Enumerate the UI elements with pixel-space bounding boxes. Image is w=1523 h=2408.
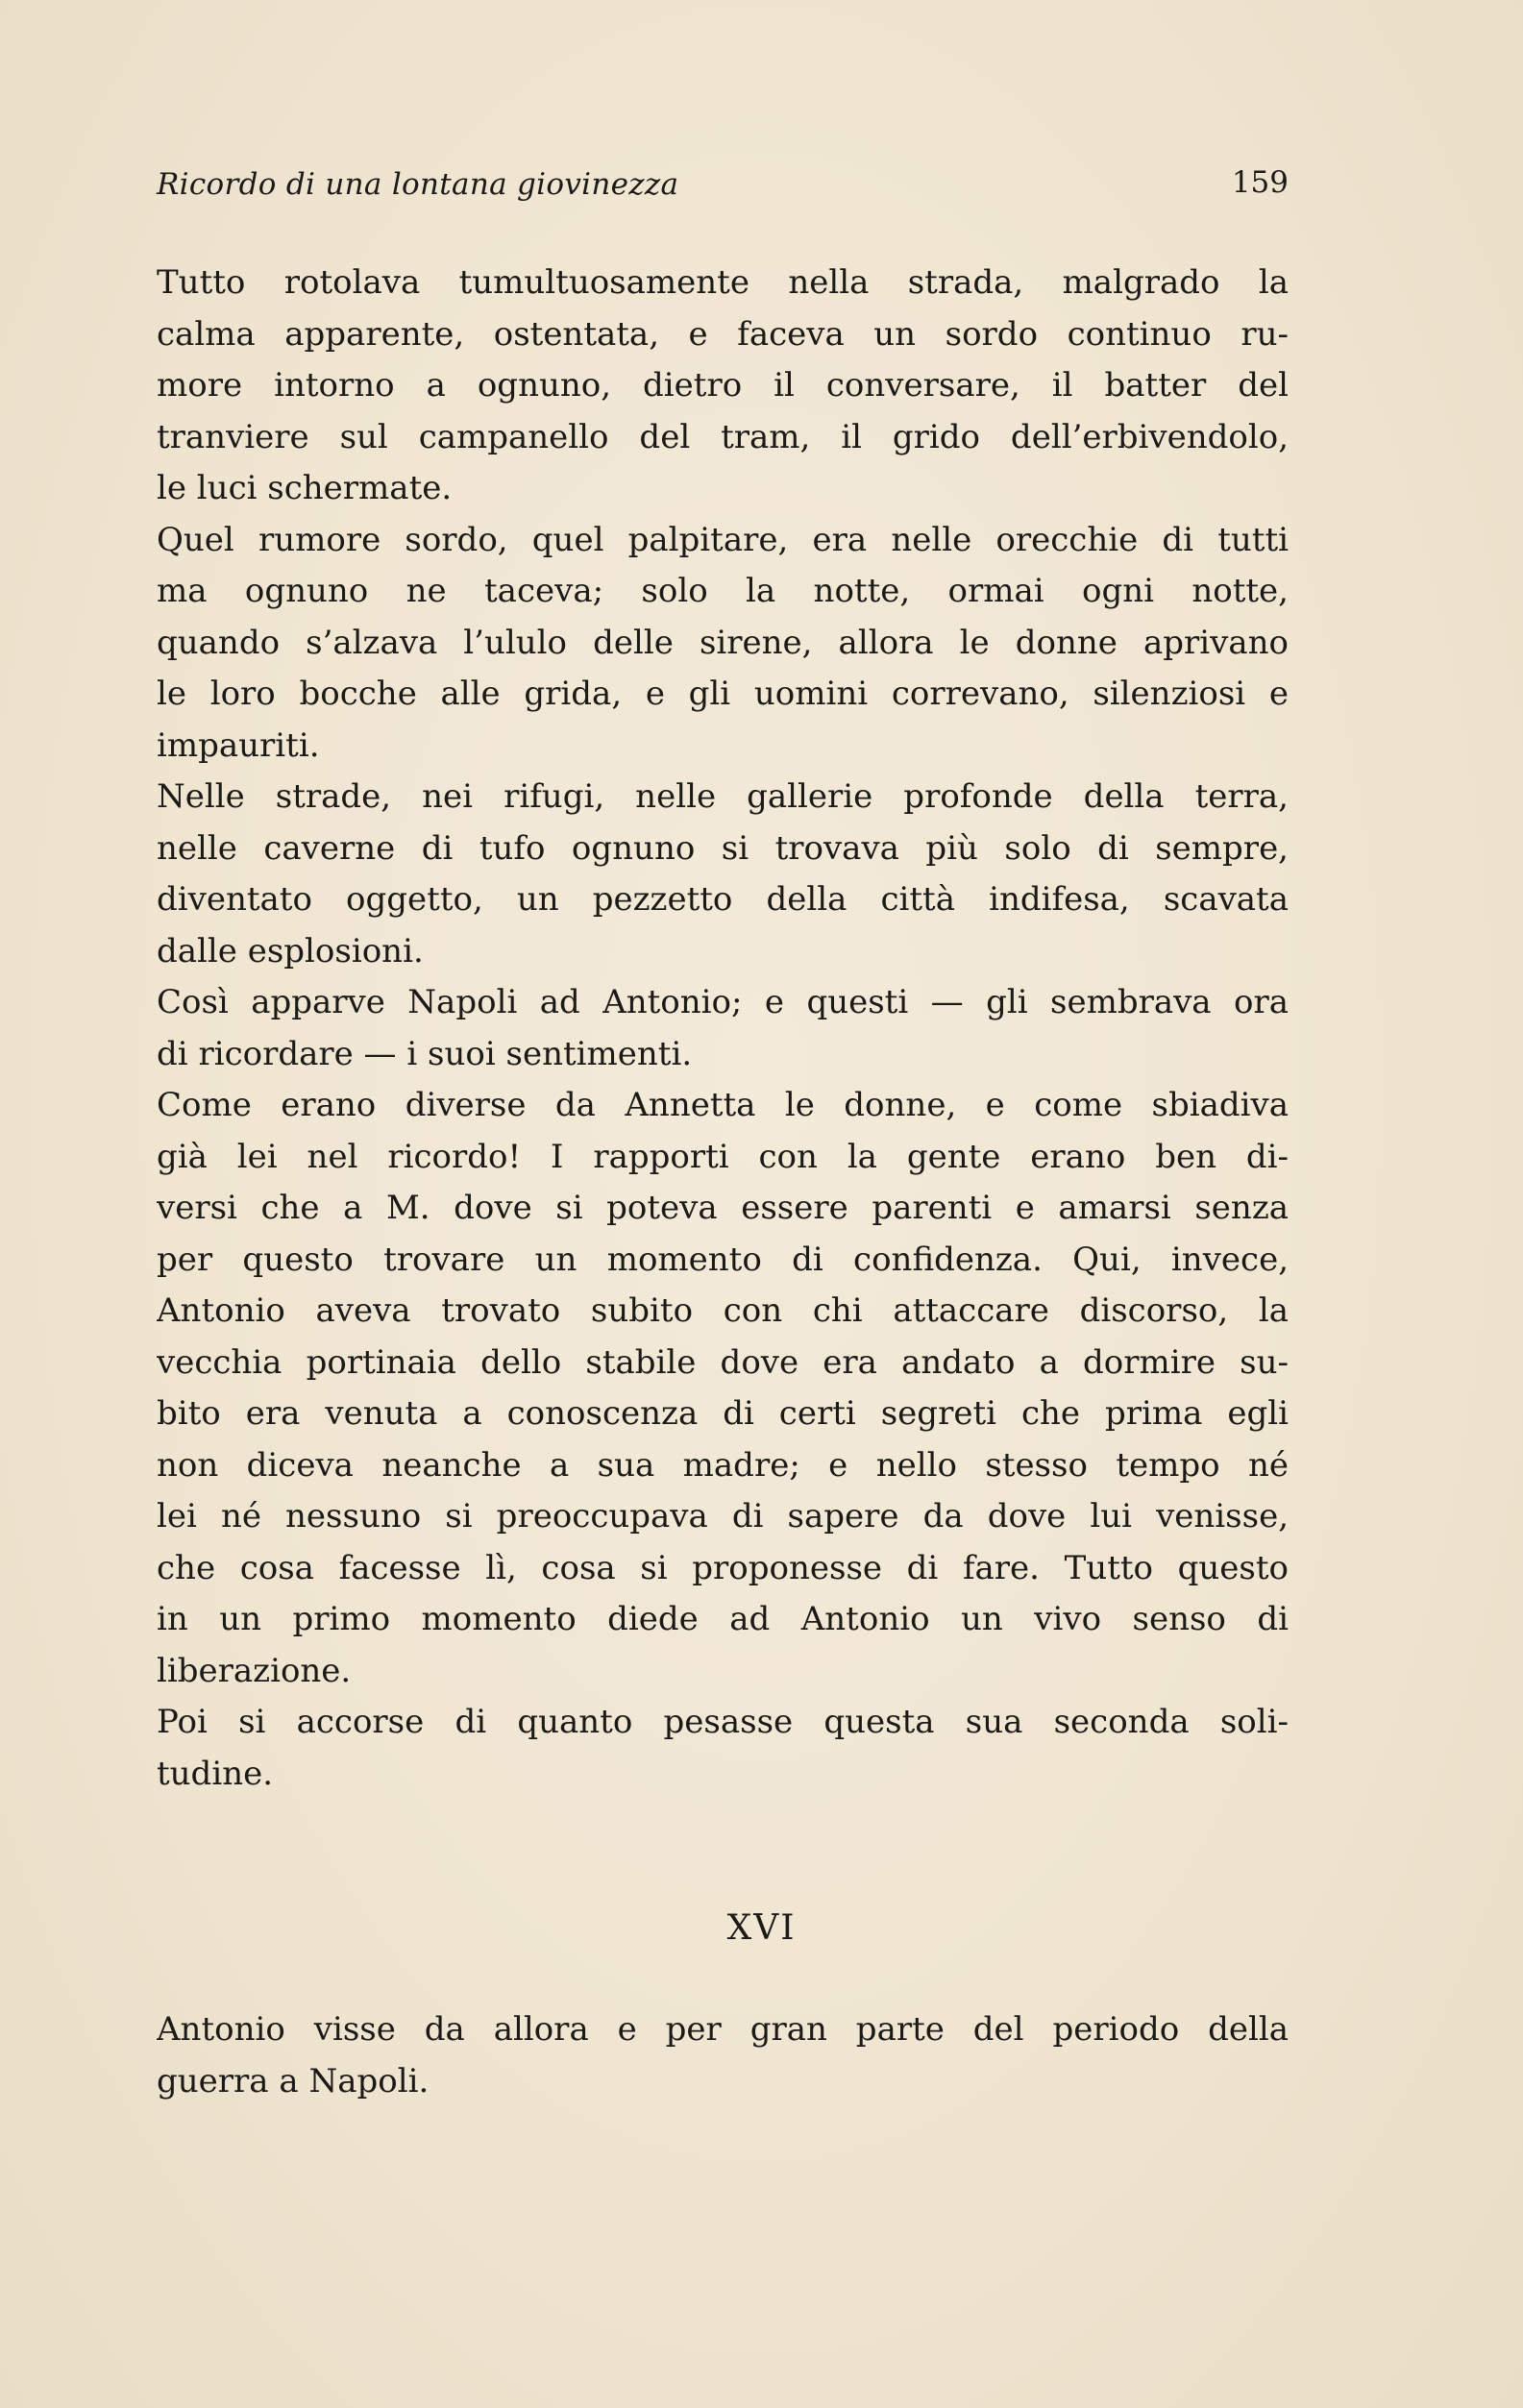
text-line: che cosa facesse lì, cosa si proponesse di fare. Tutto questo	[157, 1548, 1289, 1587]
text-line: liberazione.	[157, 1651, 352, 1690]
running-header	[157, 161, 1289, 219]
text-line: Così apparve Napoli ad Antonio; e questi — gli sembrava ora	[157, 983, 1289, 1021]
text-line: nelle caverne di tufo ognuno si trovava più solo di sempre,	[157, 828, 1289, 868]
text-line: Come erano diverse da Annetta le donne, e come sbiadiva	[157, 1086, 1289, 1124]
text-line: in un primo momento diede ad Antonio un vivo senso di	[157, 1600, 1289, 1638]
text-line: quando s’alzava l’ululo delle sirene, allora le donne aprivano	[157, 623, 1289, 662]
text-line: vecchia portinaia dello stabile dove era andato a dormire su-	[157, 1342, 1289, 1382]
text-line: tranviere sul campanello del tram, il grido dell’erbivendolo,	[157, 417, 1289, 456]
text-line: more intorno a ognuno, dietro il conversare, il batter del	[157, 366, 1289, 405]
body-text	[157, 258, 1289, 1800]
running-title: Ricordo di una lontana giovinezza	[157, 167, 679, 202]
text-line: Tutto rotolava tumultuosamente nella strada, malgrado la	[157, 263, 1289, 302]
text-line: dalle esplosioni.	[157, 931, 424, 971]
text-line: di ricordare — i suoi sentimenti.	[157, 1034, 693, 1073]
text-line: non diceva neanche a sua madre; e nello stesso tempo né	[157, 1445, 1289, 1485]
text-line: le luci schermate.	[157, 469, 453, 507]
text-line: Antonio aveva trovato subito con chi attaccare discorso, la	[157, 1291, 1289, 1330]
text-line: per questo trovare un momento di confidenza. Qui, invece,	[157, 1240, 1289, 1279]
text-line: Poi si accorse di quanto pesasse questa sua seconda soli-	[157, 1703, 1289, 1741]
text-line: calma apparente, ostentata, e faceva un sordo continuo ru-	[157, 314, 1289, 354]
chapter-heading: XVI	[726, 1908, 797, 1948]
text-line: diventato oggetto, un pezzetto della città indifesa, scavata	[157, 880, 1289, 919]
text-line: impauriti.	[157, 725, 320, 765]
text-line: ma ognuno ne taceva; solo la notte, ormai ogni notte,	[157, 572, 1289, 610]
text-line: tudine.	[157, 1754, 274, 1793]
page-number: 159	[1231, 165, 1289, 200]
text-line: versi che a M. dove si poteva essere parenti e amarsi senza	[157, 1189, 1289, 1227]
chapter-text	[157, 2004, 1289, 2107]
text-line: Antonio visse da allora e per gran parte del periodo della	[157, 2010, 1289, 2049]
text-line: Nelle strade, nei rifugi, nelle gallerie profonde della terra,	[157, 777, 1289, 816]
text-line: le loro bocche alle grida, e gli uomini correvano, silenziosi e	[157, 675, 1289, 713]
text-line: già lei nel ricordo! I rapporti con la gente erano ben di-	[157, 1137, 1289, 1176]
text-line: Quel rumore sordo, quel palpitare, era nelle orecchie di tutti	[157, 520, 1289, 559]
text-line: bito era venuta a conoscenza di certi segreti che prima egli	[157, 1394, 1289, 1433]
text-line: guerra a Napoli.	[157, 2061, 430, 2101]
text-line: lei né nessuno si preoccupava di sapere da dove lui venisse,	[157, 1497, 1289, 1536]
